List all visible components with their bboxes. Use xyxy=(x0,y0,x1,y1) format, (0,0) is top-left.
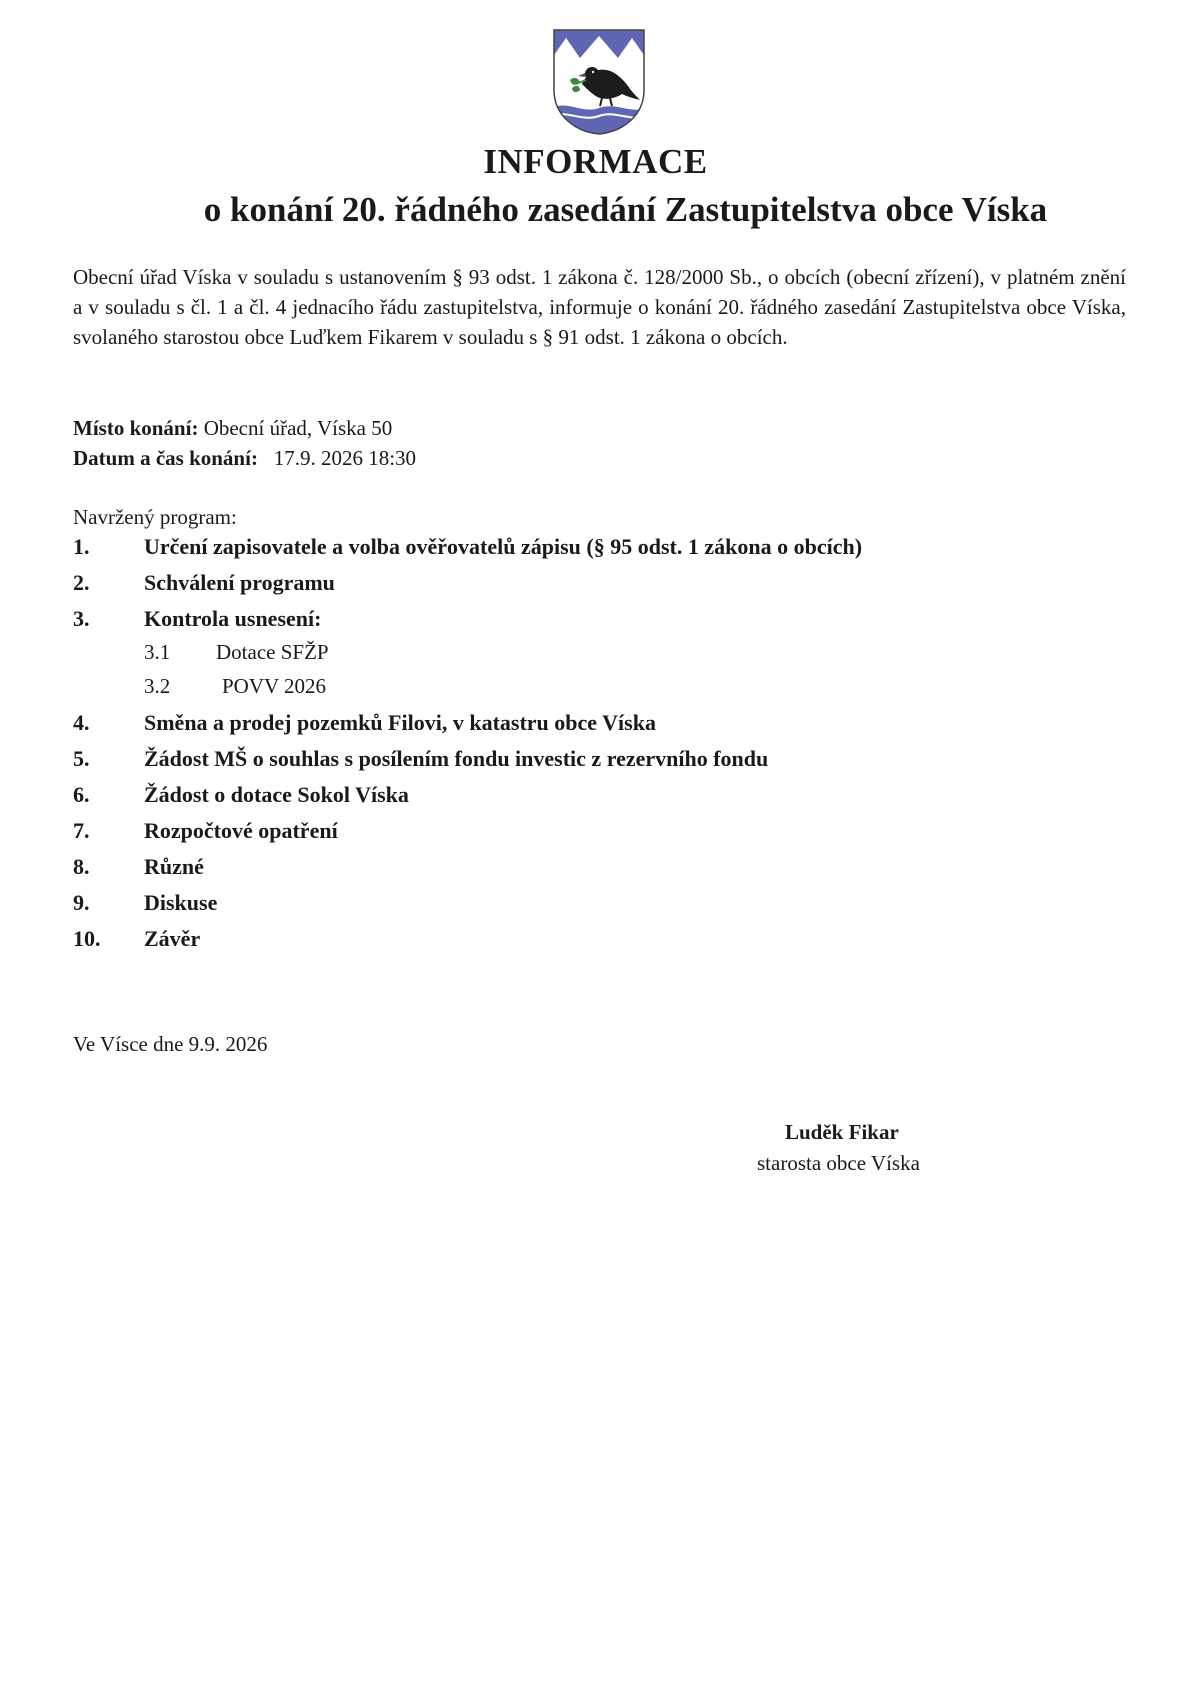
agenda-item-text: Směna a prodej pozemků Filovi, v katastru obce Víska xyxy=(144,710,656,735)
place-and-date: Ve Vísce dne 9.9. 2026 xyxy=(73,1032,268,1056)
agenda-item-number: 3. xyxy=(73,606,90,631)
signer-role: starosta obce Víska xyxy=(757,1151,920,1175)
agenda-item-text: Určení zapisovatele a volba ověřovatelů zápisu (§ 95 odst. 1 zákona o obcích) xyxy=(144,534,863,559)
agenda-subitem-text: POVV 2026 xyxy=(222,674,327,698)
meeting-place-value: Obecní úřad, Víska 50 xyxy=(203,416,393,440)
agenda-item-number: 10. xyxy=(73,926,101,951)
agenda-item-text: Kontrola usnesení: xyxy=(144,606,322,631)
agenda-item-number: 6. xyxy=(73,782,90,807)
coat-of-arms-icon xyxy=(552,28,646,136)
agenda-item-text: Žádost o dotace Sokol Víska xyxy=(144,782,409,807)
meeting-place-label: Místo konání: xyxy=(73,416,199,440)
program-label: Navržený program: xyxy=(73,505,237,529)
agenda-item-text: Schválení programu xyxy=(144,570,335,595)
agenda-item-number: 5. xyxy=(73,746,90,771)
meeting-datetime xyxy=(73,446,416,471)
agenda-item-number: 2. xyxy=(73,570,90,595)
agenda-item-number: 1. xyxy=(73,534,90,559)
intro-paragraph: Obecní úřad Víska v souladu s ustanovením § 93 odst. 1 zákona č. 128/2000 Sb., o obcích (obecní zřízení), v platném znění a v souladu s čl. 1 a čl. 4 jednacího řádu zastupitelstva, informuje o konání 20. řádného zasedání Zastupitelstva obce Víska, svolaného starostou obce Luďkem Fikarem v souladu s § 91 odst. 1 zákona o obcích. xyxy=(73,265,1126,349)
agenda-subitem-number: 3.1 xyxy=(144,640,171,664)
agenda-item-text: Rozpočtové opatření xyxy=(144,818,338,843)
agenda-subitem-text: Dotace SFŽP xyxy=(216,640,329,664)
meeting-datetime-label: Datum a čas konání: xyxy=(73,446,258,470)
agenda-item-number: 4. xyxy=(73,710,90,735)
agenda-item-text: Žádost MŠ o souhlas s posílením fondu investic z rezervního fondu xyxy=(144,746,769,771)
agenda-item-number: 8. xyxy=(73,854,90,879)
signer-name: Luděk Fikar xyxy=(785,1120,899,1144)
agenda-item-text: Různé xyxy=(144,854,204,879)
agenda-item-number: 7. xyxy=(73,818,90,843)
document-title: INFORMACE xyxy=(483,142,708,181)
agenda-item-number: 9. xyxy=(73,890,90,915)
meeting-datetime-value: 17.9. 2026 18:30 xyxy=(273,446,417,470)
agenda-item-text: Závěr xyxy=(144,926,201,951)
agenda-item-text: Diskuse xyxy=(144,890,218,915)
agenda-subitem-number: 3.2 xyxy=(144,674,171,698)
meeting-place xyxy=(73,416,392,441)
document-subtitle: o konání 20. řádného zasedání Zastupitelstva obce Víska xyxy=(203,190,1048,229)
